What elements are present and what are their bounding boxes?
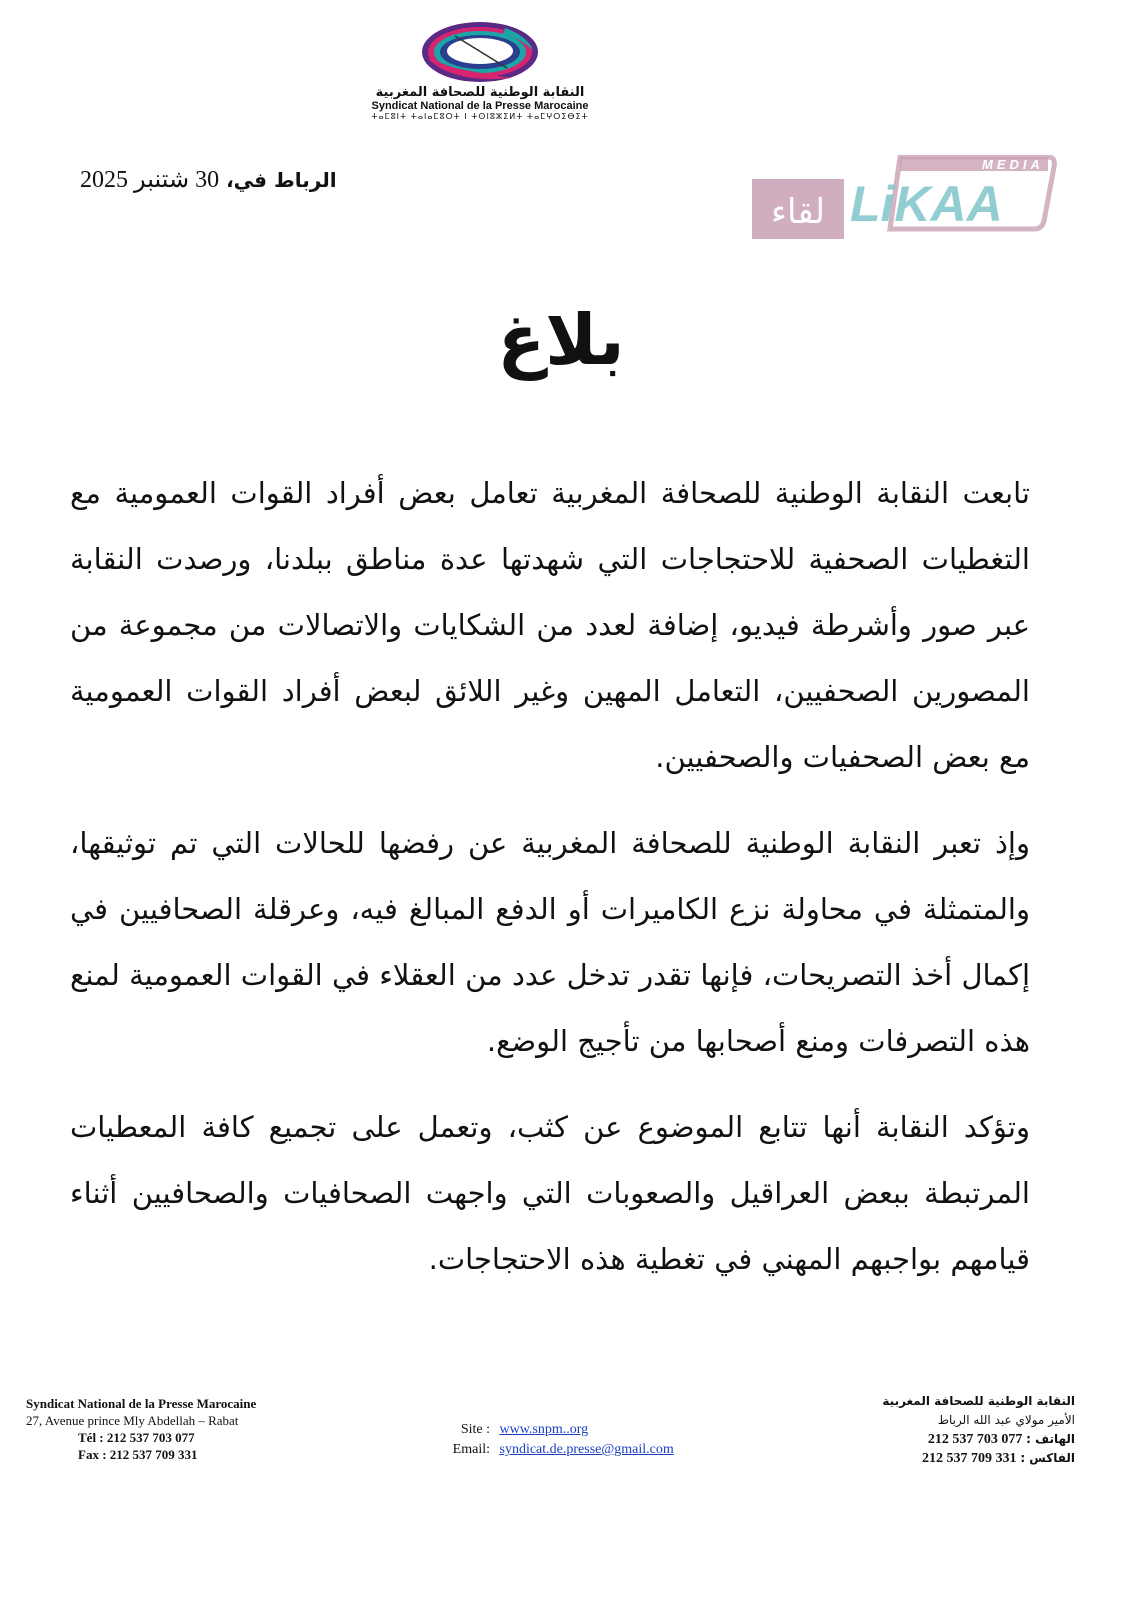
watermark-brand: LiKAA [850,176,1003,232]
site-label: Site : [460,1422,490,1437]
logo-name-tifinagh: ⵜⴰⵎⵓⵏⵜ ⵜⴰⵏⴰⵎⵓⵔⵜ ⵏ ⵜⵙⵏⵓⵣⵉⵍⵜ ⵜⴰⵎⵖⵔⵉⴱⵉⵜ [371,112,589,121]
footer-contact [430,1420,730,1460]
paragraph-3: وتؤكد النقابة أنها تتابع الموضوع عن كثب، وتعمل على تجميع كافة المعطيات المرتبطة ببعض العراقيل والصعوبات التي واجهت الصحافيات والصحافيين أثناء قيامهم بواجبهم المهني في تغطية هذه الاحتجاجات. [70,1110,1030,1276]
date-line [80,165,370,194]
logo-emblem-icon [415,18,545,86]
footer-address-french: 27, Avenue prince Mly Abdellah – Rabat [26,1413,239,1428]
logo-name-french: Syndicat National de la Presse Marocaine [371,100,589,112]
likaa-watermark [750,155,1060,245]
email-label: Email: [452,1442,490,1457]
paragraph-2: وإذ تعبر النقابة الوطنية للصحافة المغربية عن رفضها للحالات التي تم توثيقها، والمتمثلة في محاولة نزع الكاميرات أو الدفع المبالغ فيه، وعرقلة الصحافيين في إكمال أخذ التصريحات، فإنها تقدر تدخل عدد من العقلاء في القوات العمومية لمنع هذه التصرفات ومنع أصحابها من تأجيج الوضع. [70,826,1030,1058]
email-link[interactable]: syndicat.de.presse@gmail.com [499,1442,674,1457]
footer-phone-label: الهاتف : [1026,1432,1075,1446]
footer-fax-number: 212 537 709 331 [921,1451,1017,1466]
footer-left [26,1395,326,1463]
footer-right [830,1392,1075,1468]
date-value: 30 شتنبر 2025 [80,167,220,193]
footer-fax-french: Fax : 212 537 709 331 [78,1447,198,1462]
watermark-arabic: لقاء [771,192,825,232]
org-logo [325,18,635,121]
date-place: الرباط في، [226,168,337,192]
footer-fax-label: الفاكس : [1020,1451,1075,1465]
footer-org-arabic: النقابة الوطنية للصحافة المغربية [882,1394,1075,1408]
page-title: بلاغ [497,299,625,381]
footer-tel-french: Tél : 212 537 703 077 [78,1430,195,1445]
footer-org-french: Syndicat National de la Presse Marocaine [26,1396,257,1411]
logo-name-arabic: النقابة الوطنية للصحافة المغربية [375,85,585,100]
watermark-tag: MEDIA [982,157,1044,172]
footer-address-arabic: الأمير مولاي عبد الله الرباط [937,1413,1075,1427]
site-link[interactable]: www.snpm..org [499,1422,589,1437]
footer-phone-number: 212 537 703 077 [927,1432,1023,1447]
statement-body [70,460,1030,1312]
paragraph-1: تابعت النقابة الوطنية للصحافة المغربية تعامل بعض أفراد القوات العمومية مع التغطيات الصحفية للاحتجاجات التي شهدتها عدة مناطق ببلدنا، ورصدت النقابة عبر صور وأشرطة فيديو، إضافة لعدد من الشكايات والاتصالات من مجموعة من المصورين الصحفيين، التعامل المهين وغير اللائق لبعض أفراد القوات العمومية مع بعض الصحفيات والصحفيين. [70,476,1030,774]
likaa-logo-icon [750,155,1060,245]
